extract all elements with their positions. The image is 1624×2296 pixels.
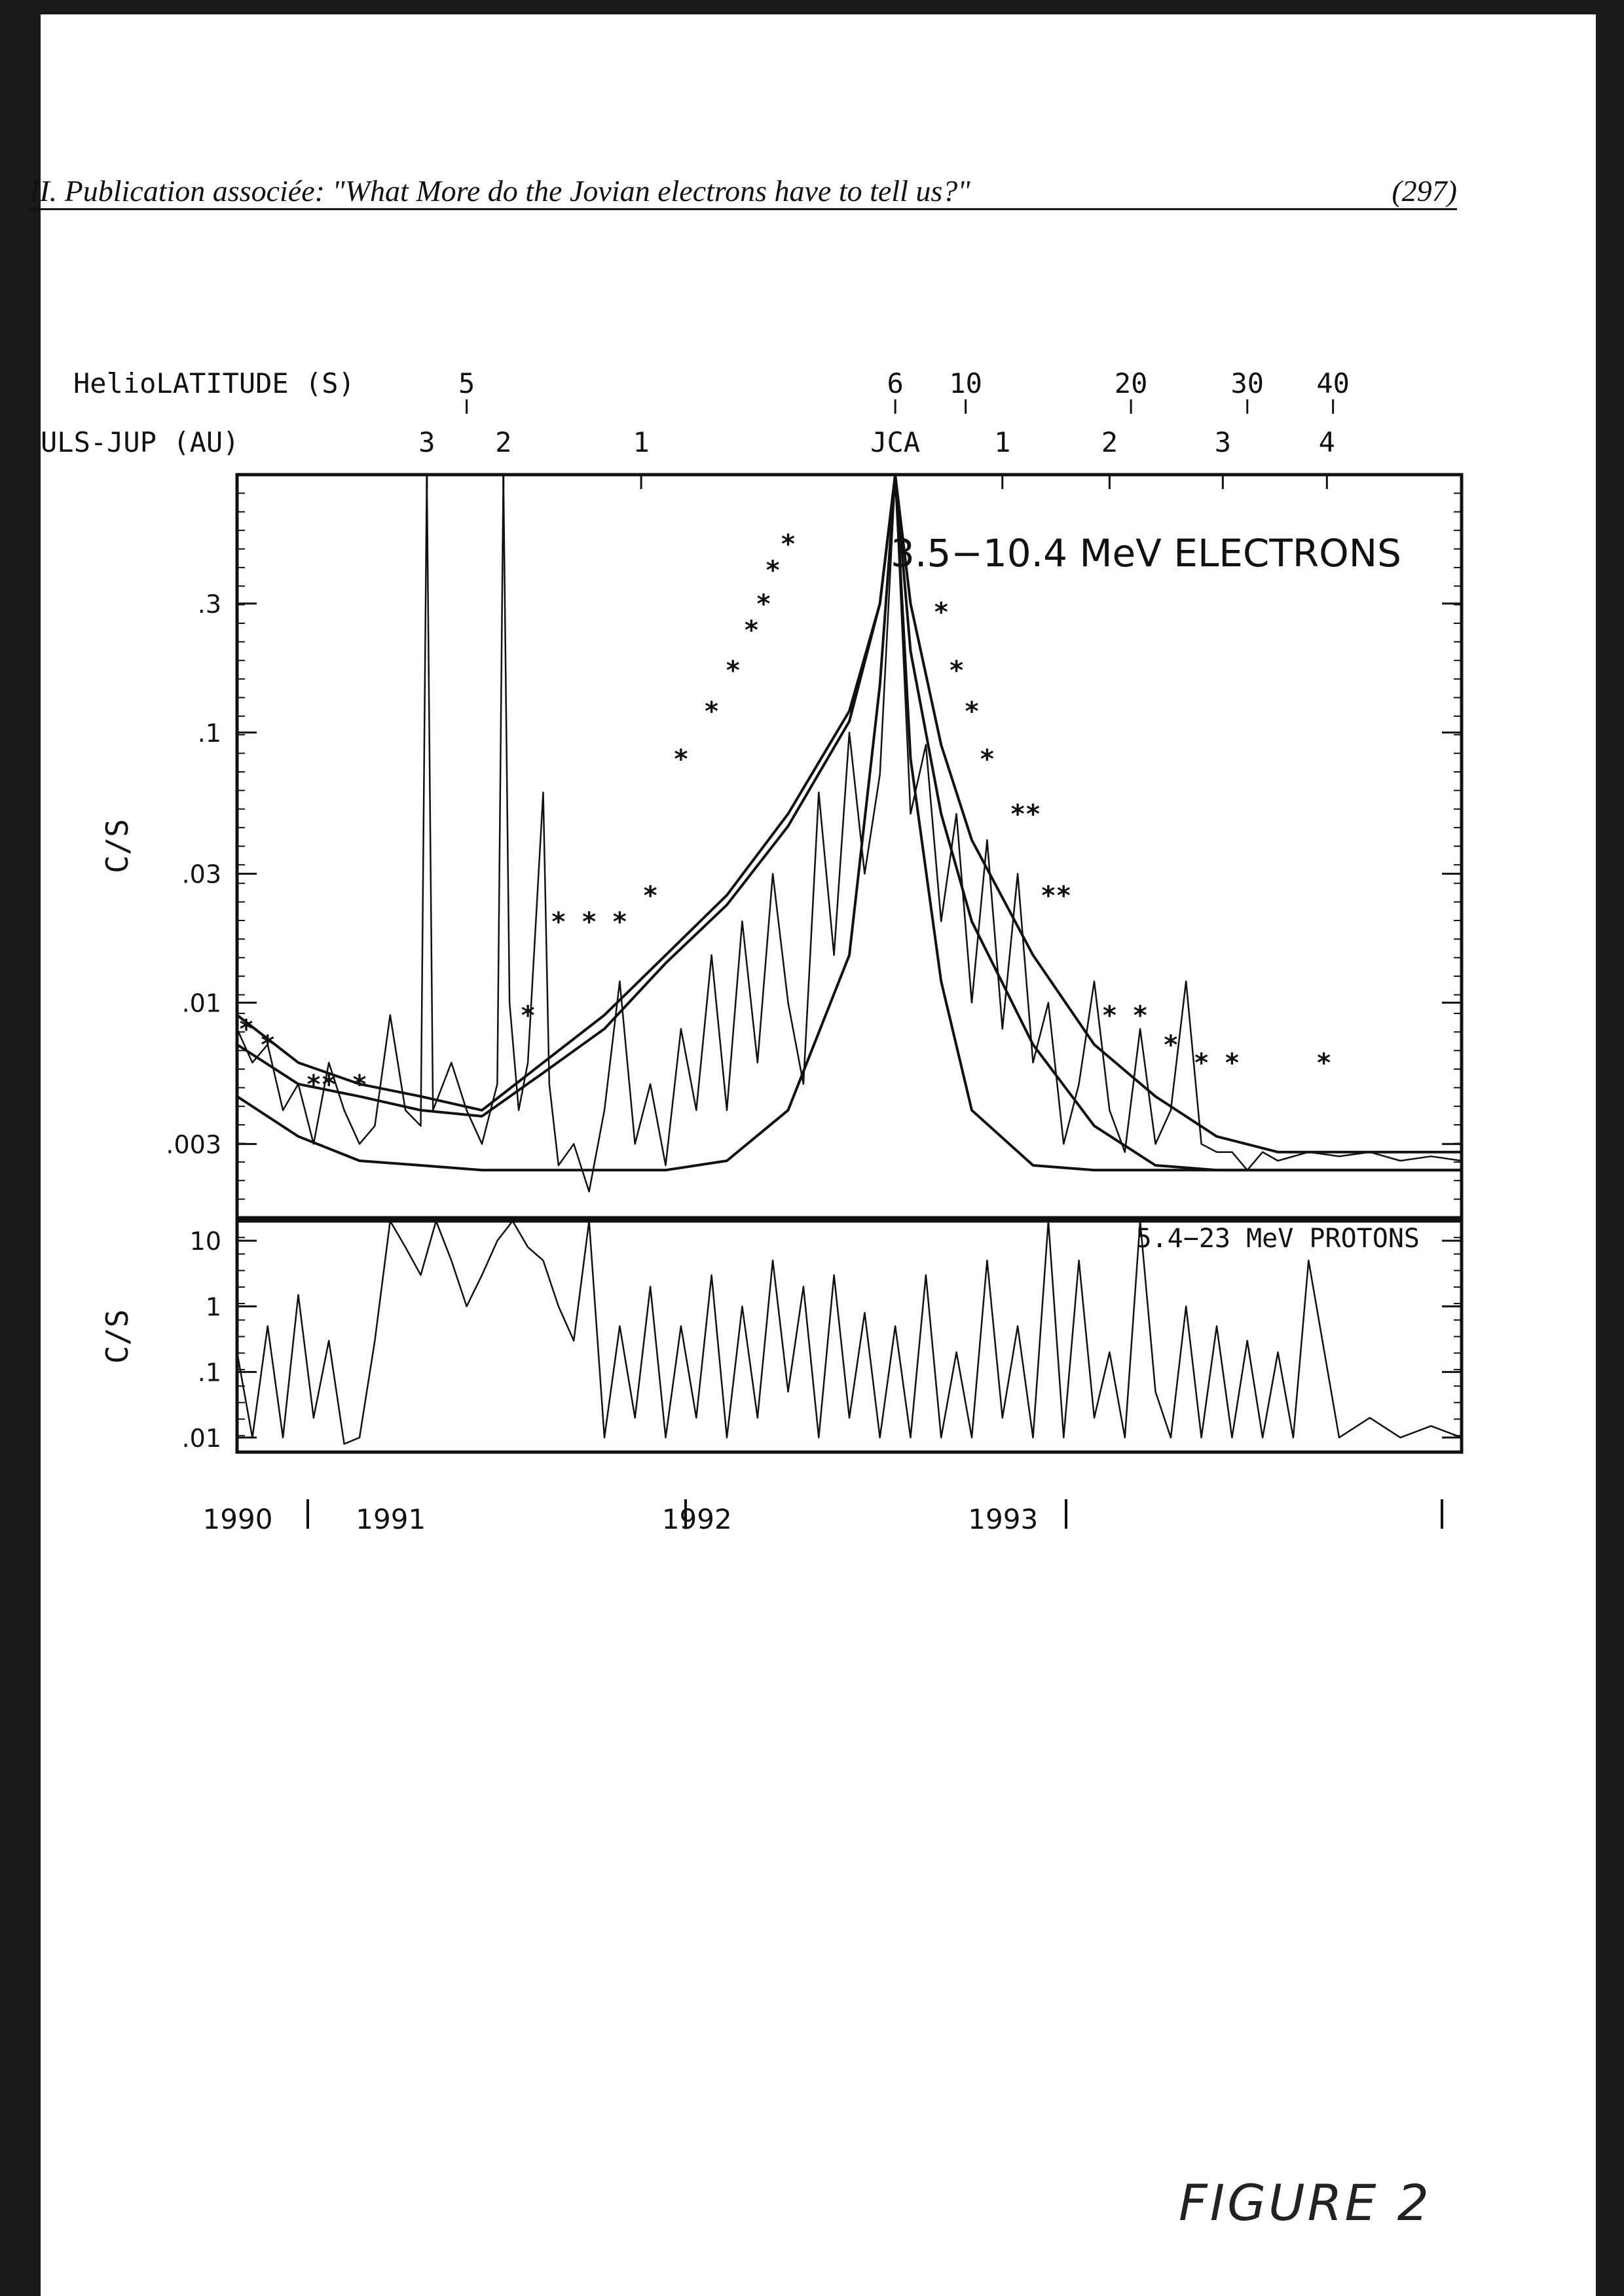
electron-y-tick-label: .003 — [166, 1130, 221, 1159]
latitude-axis-label: HelioLATITUDE (S) — [73, 367, 355, 399]
electron-chart-title: 3.5−10.4 MeV ELECTRONS — [891, 531, 1401, 575]
header-title: II. Publication associée: "What More do the Jovian electrons have to tell us?" — [29, 174, 970, 208]
electron-asterisk-point: * — [259, 1030, 276, 1061]
electron-asterisk-point: * — [642, 881, 659, 911]
latitude-tick-label: 40 — [1316, 367, 1350, 399]
electron-asterisk-point: * — [612, 907, 628, 938]
proton-y-tick-label: 10 — [189, 1227, 221, 1256]
electron-y-axis-label: C/S — [100, 818, 135, 874]
electron-y-tick-label: .1 — [197, 718, 221, 748]
electron-asterisk-point: * — [703, 697, 720, 727]
distance-axis-label: ULS-JUP (AU) — [41, 426, 240, 458]
electron-asterisk-point: * — [933, 597, 950, 628]
distance-tick-label: 3 — [418, 426, 435, 458]
electron-asterisk-point: * — [948, 655, 965, 686]
proton-y-axis-label: C/S — [100, 1309, 135, 1364]
header-page-number: (297) — [1392, 174, 1457, 208]
electron-asterisk-point: * — [1224, 1048, 1240, 1079]
latitude-tick-label: 6 — [887, 367, 904, 399]
distance-tick-label: 4 — [1318, 426, 1335, 458]
proton-y-tick-label: 1 — [205, 1292, 221, 1322]
latitude-tick-label: 20 — [1114, 367, 1148, 399]
proton-y-tick-label: .01 — [181, 1423, 221, 1453]
proton-chart-title: 5.4−23 MeV PROTONS — [1135, 1224, 1420, 1254]
electron-asterisk-point: * — [673, 744, 689, 774]
electron-asterisk-point: * — [321, 1069, 337, 1100]
electron-asterisk-point: * — [581, 907, 597, 938]
latitude-tick-label: 5 — [458, 367, 475, 399]
distance-tick-label: 2 — [495, 426, 512, 458]
electron-asterisk-point: * — [756, 589, 772, 619]
distance-tick-label: 1 — [633, 426, 650, 458]
electron-asterisk-point: * — [743, 615, 760, 646]
distance-tick-label: 1 — [994, 426, 1011, 458]
distance-tick-label: JCA — [870, 426, 921, 458]
latitude-tick-label: 10 — [949, 367, 982, 399]
electron-asterisk-point: * — [550, 907, 566, 938]
x-year-label: 1991 — [356, 1503, 426, 1535]
proton-series-measured — [237, 1221, 1462, 1444]
electron-series-measured — [237, 475, 1462, 1192]
electron-asterisk-point: * — [1132, 1000, 1149, 1031]
electron-asterisk-point: * — [305, 1069, 322, 1100]
electron-asterisk-point: * — [780, 529, 796, 560]
electron-asterisk-point: * — [1101, 1000, 1118, 1031]
electron-y-tick-label: .03 — [181, 860, 221, 889]
electron-y-tick-label: .01 — [181, 989, 221, 1018]
electron-asterisk-point: * — [238, 1014, 255, 1045]
electron-asterisk-point: * — [1193, 1048, 1209, 1079]
figure-signature: FIGURE 2 — [1179, 2174, 1431, 2232]
electron-asterisk-point: * — [351, 1069, 368, 1100]
electron-asterisk-point: * — [1316, 1048, 1332, 1079]
electron-asterisk-point: * — [725, 655, 741, 686]
electron-asterisk-point: * — [520, 1000, 536, 1031]
x-year-label: 1993 — [968, 1503, 1039, 1535]
electron-asterisk-point: * — [979, 744, 995, 774]
electron-asterisk-point: * — [963, 697, 980, 727]
distance-tick-label: 2 — [1101, 426, 1118, 458]
x-year-label: 1992 — [661, 1503, 732, 1535]
latitude-tick-label: 30 — [1230, 367, 1264, 399]
electron-asterisk-point: * — [1040, 881, 1056, 911]
electron-asterisk-point: * — [1056, 881, 1072, 911]
electron-asterisk-point: * — [765, 555, 781, 586]
electron-asterisk-point: * — [1162, 1030, 1179, 1061]
electron-asterisk-point: * — [1010, 799, 1026, 830]
x-year-label: 1990 — [202, 1503, 273, 1535]
distance-tick-label: 3 — [1214, 426, 1231, 458]
electron-y-tick-label: .3 — [197, 589, 221, 619]
electron-asterisk-point: * — [1025, 799, 1041, 830]
proton-y-tick-label: .1 — [197, 1358, 221, 1387]
